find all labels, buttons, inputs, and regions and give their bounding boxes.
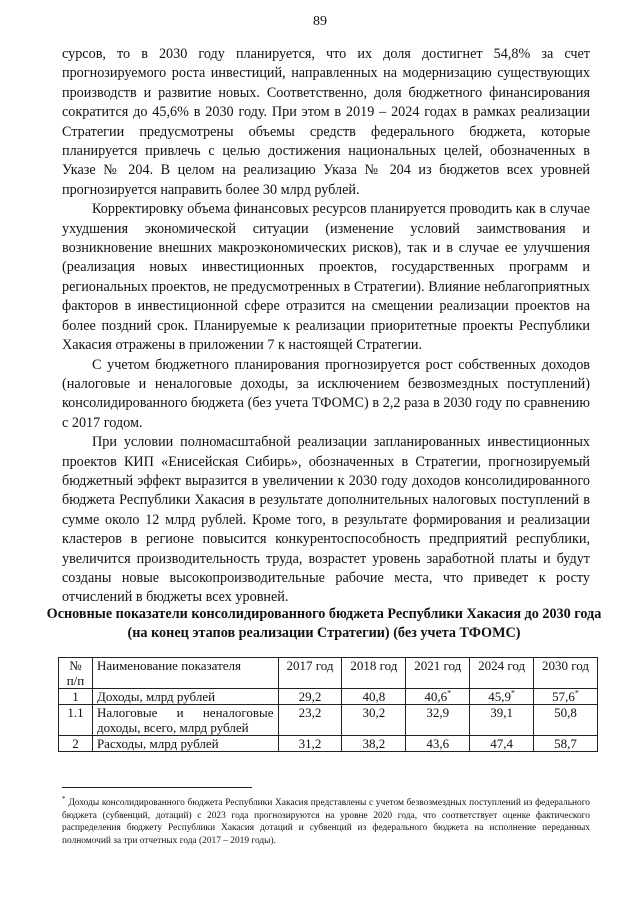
table-row <box>59 736 598 752</box>
budget-indicators-table <box>58 657 598 752</box>
header-year: 2018 год <box>342 658 406 689</box>
header-year: 2024 год <box>470 658 534 689</box>
paragraph: При условии полномасштабной реализации запланированных инвестиционных проектов КИП «Енисейская Сибирь», обозначенных в Стратегии, прогнозируемый бюджетный эффект выразится в увеличении к 2030 году доходов консолидированного бюджета Республики Хакасия в результате дополнительных налоговых поступлений в сумме около 12 млрд рублей. Кроме того, в результате формирования и реализации кластеров в регионе повысится конкурентоспособность предприятий республики, увеличится производительность труда, возрастет уровень заработной платы и будут созданы новые высокопроизводительные рабочие места, что приведет к росту отчислений в бюджеты всех уровней. <box>62 434 590 606</box>
row-value: 38,2 <box>342 736 406 752</box>
row-value: 40,6* <box>406 689 470 705</box>
budget-table-wrapper <box>58 657 598 752</box>
row-value: 23,2 <box>278 705 342 736</box>
header-num: № п/п <box>59 658 93 689</box>
row-value: 45,9* <box>470 689 534 705</box>
header-year: 2017 год <box>278 658 342 689</box>
footnote-mark: * <box>62 795 66 803</box>
row-name: Доходы, млрд рублей <box>92 689 278 705</box>
row-value: 31,2 <box>278 736 342 752</box>
row-name: Налоговые и неналоговые доходы, всего, млрд рублей <box>92 705 278 736</box>
row-value: 57,6* <box>534 689 598 705</box>
body-text <box>62 45 590 608</box>
row-value: 50,8 <box>534 705 598 736</box>
table-header-row <box>59 658 598 689</box>
footnote-separator <box>62 787 252 788</box>
row-value: 29,2 <box>278 689 342 705</box>
row-name: Расходы, млрд рублей <box>92 736 278 752</box>
footnote <box>62 793 590 848</box>
header-year: 2021 год <box>406 658 470 689</box>
row-value: 39,1 <box>470 705 534 736</box>
table-row <box>59 705 598 736</box>
page-number: 89 <box>313 14 327 29</box>
row-value: 43,6 <box>406 736 470 752</box>
footnote-text: Доходы консолидированного бюджета Республики Хакасия представлены с учетом безвозмездных поступлений из федерального бюджета (субвенций, дотаций) с 2023 года прогнозируются на уровне 2020 года, что соответствует оценке фактического распределения бюджету Республики Хакасия дотаций и субвенций из федерального бюджета на исполнение переданных полномочий за три отчетных года (2017 – 2019 годы). <box>62 798 590 846</box>
table-row <box>59 689 598 705</box>
row-value: 47,4 <box>470 736 534 752</box>
paragraph: С учетом бюджетного планирования прогнозируется рост собственных доходов (налоговые и неналоговые доходы, за исключением безвозмездных поступлений) консолидированного бюджета (без учета ТФОМС) в 2,2 раза в 2030 году по сравнению с 2017 годом. <box>62 356 590 431</box>
row-num: 2 <box>59 736 93 752</box>
table-title: Основные показатели консолидированного бюджета Республики Хакасия до 2030 года (на конец этапов реализации Стратегии) (без учета ТФОМС) <box>46 606 602 641</box>
row-num: 1.1 <box>59 705 93 736</box>
paragraph: Корректировку объема финансовых ресурсов планируется проводить как в случае ухудшения экономической ситуации (изменение условий заимствования и возникновение внешних макроэкономических рисков), так и в случае ее улучшения (реализация новых инвестиционных проектов, государственных программ и региональных проектов, не предусмотренных в Стратегии). Влияние неблагоприятных факторов в инвестиционной сфере отразится на смещении реализации проектов на более поздний срок. Планируемые к реализации приоритетные проекты Республики Хакасия отражены в приложении 7 к настоящей Стратегии. <box>62 201 590 354</box>
header-year: 2030 год <box>534 658 598 689</box>
row-value: 58,7 <box>534 736 598 752</box>
row-value: 40,8 <box>342 689 406 705</box>
row-value: 32,9 <box>406 705 470 736</box>
header-name: Наименование показателя <box>92 658 278 689</box>
row-num: 1 <box>59 689 93 705</box>
paragraph: сурсов, то в 2030 году планируется, что их доля достигнет 54,8% за счет прогнозируемого роста инвестиций, направленных на модернизацию существующих производств и развитие новых. Соответственно, доля бюджетного финансирования сократится до 45,6% в 2030 году. При этом в 2019 – 2024 годах в рамках реализации Стратегии предусмотрены объемы средств федерального бюджета, которые планируется привлечь с целью достижения национальных целей, обозначенных в Указе № 204. В целом на реализацию Указа № 204 из бюджетов всех уровней прогнозируется направить более 30 млрд рублей. <box>62 46 590 198</box>
row-value: 30,2 <box>342 705 406 736</box>
